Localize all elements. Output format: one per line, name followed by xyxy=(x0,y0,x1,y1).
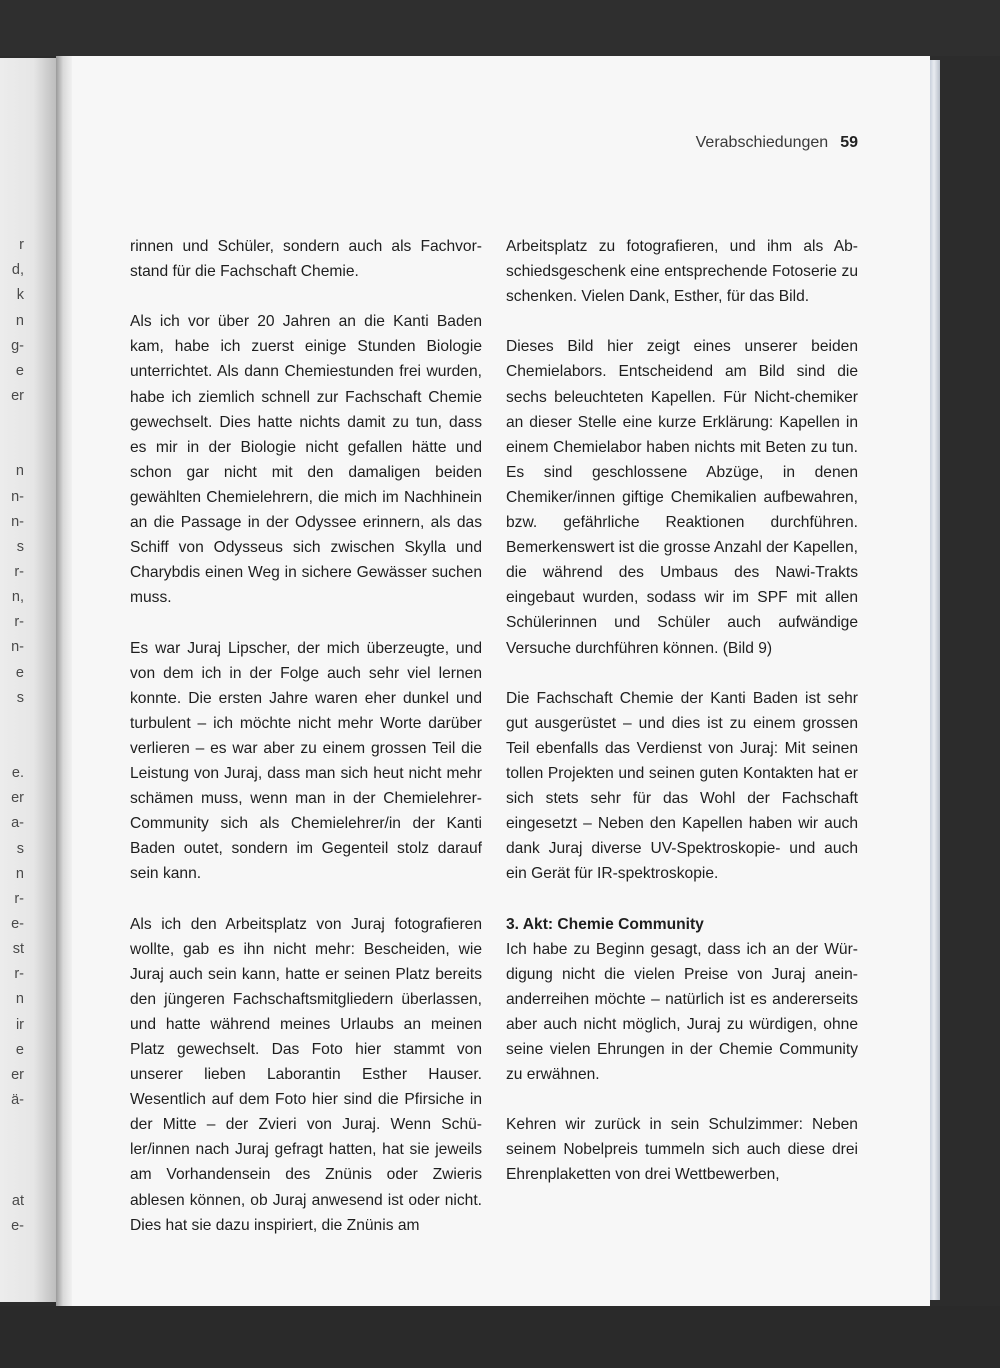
facing-page-fragment: s xyxy=(16,841,24,857)
text-column-right xyxy=(506,234,858,1213)
facing-page-fragment: r- xyxy=(14,966,24,982)
facing-page-edge xyxy=(0,58,56,1302)
page-number: 59 xyxy=(840,134,858,151)
facing-page-fragment: n xyxy=(15,313,24,329)
facing-page-fragment: n- xyxy=(11,489,24,505)
facing-page-fragment: r- xyxy=(14,564,24,580)
paragraph: Arbeitsplatz zu fotografieren, und ihm als Abschiedsgeschenk eine entsprechende Fotoserie zu schenken. Vielen Dank, Esther, für das Bild. xyxy=(506,238,858,306)
paragraph: Dieses Bild hier zeigt eines unserer beiden Chemielabors. Entscheidend am Bild sind die sechs beleuchteten Kapellen. Für Nicht-chemiker an dieser Stelle eine kurze Erklärung: Kapellen in einem Chemielabor haben nichts mit Beten zu tun. Es sind geschlossene Abzüge, in denen Chemiker/innen giftige Chemikalien aufbewahren, bzw. gefährliche Reaktionen durchführen. Bemerkenswert ist die grosse Anzahl der Kapellen, die während des Umbaus des Nawi-Trakts eingebaut wurden, sodass wir im SPF mit allen Schülerinnen und Schüler auch aufwändige Versuche durchführen können. (Bild 9) xyxy=(506,338,858,657)
facing-page-fragment: r- xyxy=(14,614,24,630)
facing-page-fragment: e- xyxy=(11,916,24,932)
paragraph: Die Fachschaft Chemie der Kanti Baden ist sehr gut ausgerüstet – und dies ist zu einem grossen Teil ebenfalls das Verdienst von Juraj: Mit seinen tollen Projekten und seinen guten Kontakten hat er sich stets sehr für das Wohl der Fachschaft eingesetzt – Neben den Kapellen haben wir auch dank Juraj diverse UV-Spektroskopie- und auch ein Gerät für IR-spektroskopie. xyxy=(506,689,858,883)
facing-page-fragment: k xyxy=(16,287,24,303)
facing-page-fragment: n xyxy=(15,991,24,1007)
facing-page-fragment: at xyxy=(11,1193,24,1209)
facing-page-fragment: n xyxy=(15,866,24,882)
facing-page-fragment: r- xyxy=(14,891,24,907)
facing-page-fragment: e. xyxy=(11,765,24,781)
facing-page-fragment: ir xyxy=(15,1017,24,1033)
facing-page-fragment: s xyxy=(16,690,24,706)
facing-page-fragment: e xyxy=(15,363,24,379)
facing-page-fragment: n, xyxy=(11,589,24,605)
facing-page-fragment: er xyxy=(11,1067,24,1083)
facing-page-fragment: s xyxy=(16,539,24,555)
paragraph: Als ich vor über 20 Jahren an die Kanti Baden kam, habe ich zuerst einige Stunden Biologie unterrichtet. Als dann Chemiestunden frei wurden, habe ich ziemlich schnell zur Fachschaft Chemie gewechselt. Dies hatte nichts damit zu tun, dass es mir in der Biologie nicht gefallen hätte und schon gar nicht mit den damaligen beiden gewählten Chemielehrern, die mich im Nachhinein an die Passage in der Odyssee erinnern, als das Schiff von Odysseus sich zwischen Skylla und Charybdis einen Weg in sichere Gewässer suchen muss. xyxy=(130,313,482,607)
paragraph: Als ich den Arbeitsplatz von Juraj fotografieren wollte, gab es ihn nicht mehr: Bescheiden, wie Juraj auch sein kann, hatte er seinen Platz bereits den jüngeren Fachschaftsmitgliedern überlassen, und hatte während meines Urlaubs an meinen Platz gewechselt. Das Foto hier stammt von unserer lieben Laborantin Esther Hauser. Wesentlich auf dem Foto hier sind die Pfirsiche in der Mitte – der Zvieri von Juraj. Wenn Schüler/innen nach Juraj gefragt hatten, hat sie jeweils am Vorhandensein des Znünis oder Zwieris ablesen können, ob Juraj anwesend ist oder nicht. Dies hat sie dazu inspiriert, die Znünis am xyxy=(130,915,482,1234)
facing-page-fragment: e xyxy=(15,665,24,681)
paragraph: Es war Juraj Lipscher, der mich überzeugte, und von dem ich in der Folge auch sehr viel lernen konnte. Die ersten Jahre waren eher dunkel und turbulent – ich möchte nicht mehr Worte darüber verlieren – es war aber zu einem grossen Teil die Leistung von Juraj, dass man sich heut nicht mehr schämen muss, wenn man in der Chemielehrer-Community sich als Chemielehrer/in der Kanti Baden outet, sondern im Gegenteil stolz darauf sein kann. xyxy=(130,639,482,883)
scan-background-bottom xyxy=(0,1306,1000,1368)
text-column-left xyxy=(130,234,482,1263)
facing-page-fragment: e xyxy=(15,1042,24,1058)
facing-page-fragment: st xyxy=(12,941,24,957)
paragraph: rinnen und Schüler, sondern auch als Fachvorstand für die Fachschaft Chemie. xyxy=(130,238,482,281)
facing-page-fragment: er xyxy=(11,790,24,806)
facing-page-fragment: g- xyxy=(11,338,24,354)
book-gutter xyxy=(56,56,72,1306)
facing-page-fragment: d, xyxy=(11,262,24,278)
facing-page-fragment: a- xyxy=(11,815,24,831)
facing-page-fragment: n xyxy=(15,463,24,479)
paragraph: Kehren wir zurück in sein Schulzimmer: Neben seinem Nobelpreis tummeln sich auch diese drei Ehrenplaketten von drei Wettbewerben, xyxy=(506,1116,858,1184)
facing-page-fragment: er xyxy=(11,388,24,404)
facing-page-fragment: n- xyxy=(11,514,24,530)
running-head xyxy=(600,134,858,152)
facing-page-fragment: ä- xyxy=(11,1092,24,1108)
section-heading: 3. Akt: Chemie Community xyxy=(506,915,704,933)
facing-page-fragment: r xyxy=(19,237,24,253)
running-head-title: Verabschiedungen xyxy=(695,134,829,151)
facing-page-fragment: n- xyxy=(11,639,24,655)
paragraph: Ich habe zu Beginn gesagt, dass ich an der Würdigung nicht die vielen Preise von Juraj aneinanderreihen möchte – natürlich ist es andererseits aber auch nicht möglich, Juraj zu würdigen, ohne seine vielen Ehrungen in der Chemie Community zu erwähnen. xyxy=(506,940,858,1084)
facing-page-fragment: e- xyxy=(11,1218,24,1234)
scan-background-top xyxy=(0,0,1000,56)
page-block-edge xyxy=(930,60,940,1300)
